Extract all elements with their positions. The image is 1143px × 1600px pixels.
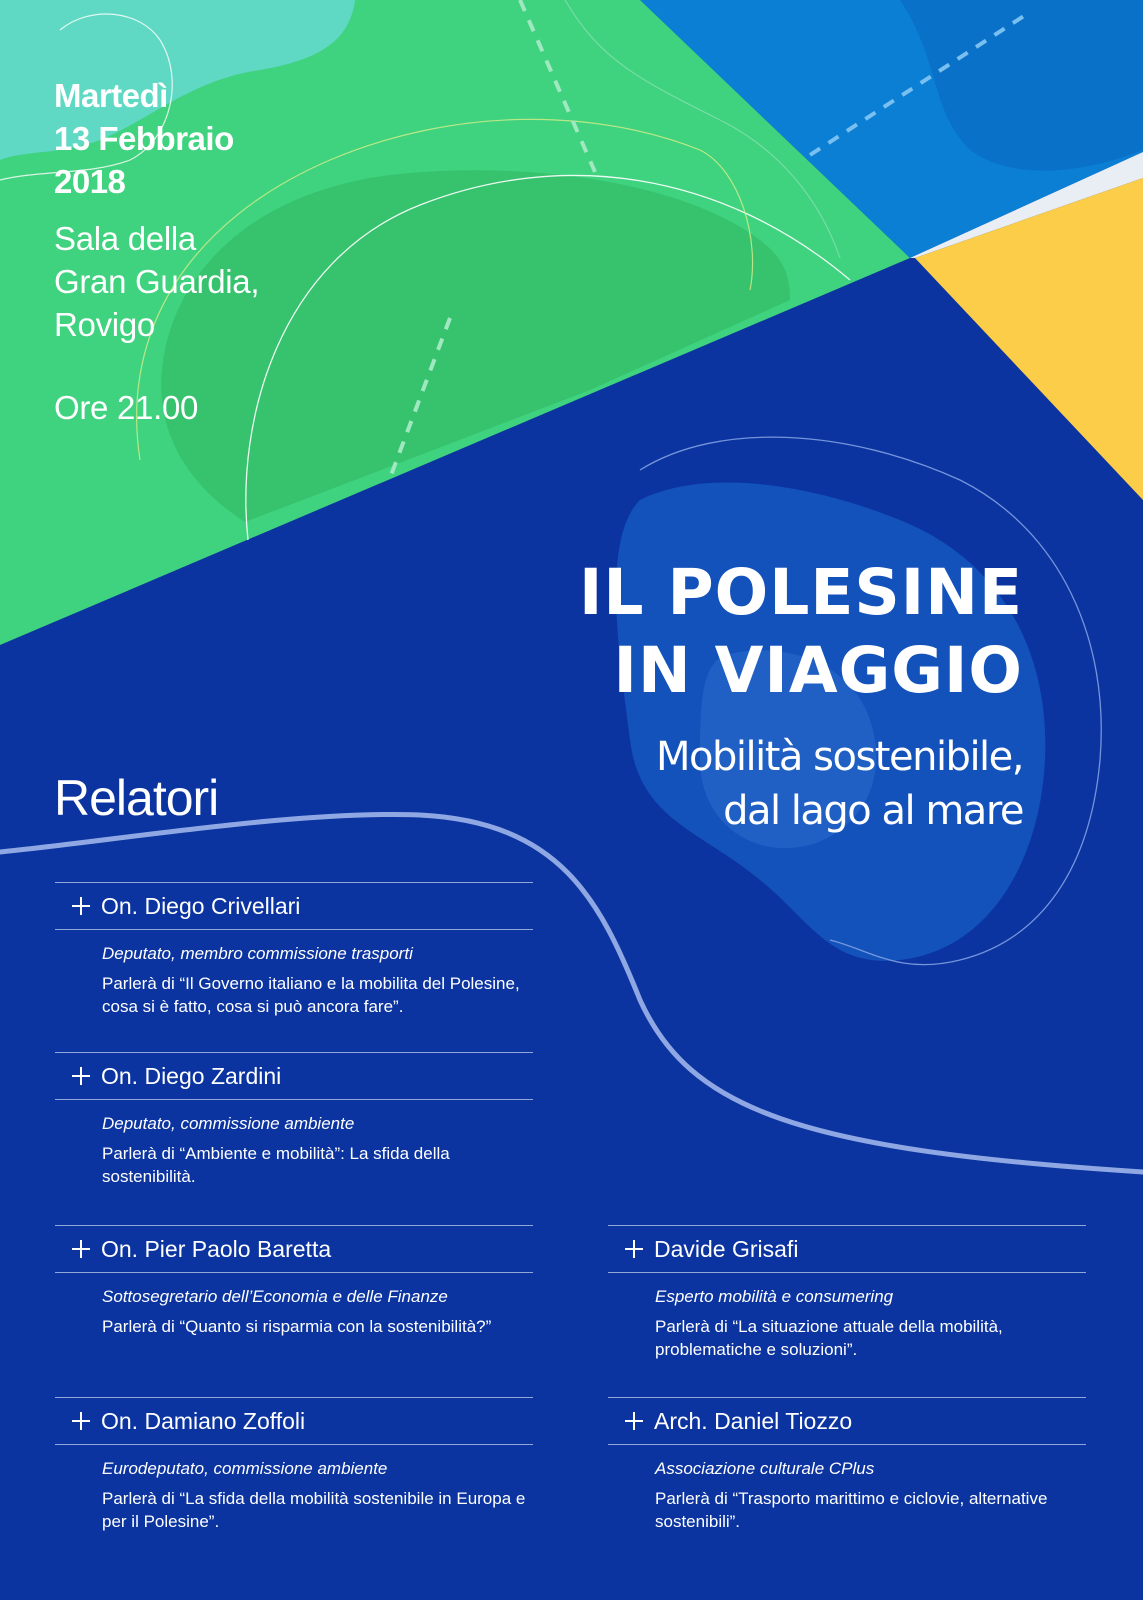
speaker-name: On. Damiano Zoffoli <box>101 1408 306 1434</box>
speaker-role: Eurodeputato, commissione ambiente <box>102 1459 388 1478</box>
speaker-talk: Parlerà di “Trasporto marittimo e ciclovie, alternative sostenibili”. <box>655 1489 1048 1531</box>
title-line-1: IL POLESINE <box>578 556 1023 629</box>
speaker-talk: Parlerà di “Il Governo italiano e la mobilita del Polesine, cosa si è fatto, cosa si può ancora fare”. <box>102 974 520 1016</box>
plus-icon <box>69 894 93 918</box>
subtitle-line-2: dal lago al mare <box>723 788 1023 834</box>
speaker-role: Deputato, commissione ambiente <box>102 1114 355 1133</box>
speakers-heading: Relatori <box>54 770 219 826</box>
speaker-talk: Parlerà di “La sfida della mobilità sostenibile in Europa e per il Polesine”. <box>102 1489 526 1531</box>
venue-line-2: Gran Guardia, <box>54 263 260 300</box>
speaker-header <box>55 1225 533 1273</box>
speaker-talk: Parlerà di “La situazione attuale della mobilità, problematiche e soluzioni”. <box>655 1317 1003 1359</box>
speaker-card <box>55 1052 533 1188</box>
plus-icon <box>69 1409 93 1433</box>
speaker-role: Esperto mobilità e consumering <box>655 1287 894 1306</box>
speaker-card <box>55 1225 533 1338</box>
speaker-header <box>608 1397 1086 1445</box>
speaker-name: On. Diego Crivellari <box>101 893 301 919</box>
event-time: Ore 21.00 <box>54 389 199 426</box>
event-date <box>54 74 434 203</box>
speaker-header <box>55 1052 533 1100</box>
speaker-role: Sottosegretario dell’Economia e delle Finanze <box>102 1287 448 1306</box>
speaker-role: Associazione culturale CPlus <box>655 1459 875 1478</box>
speaker-talk: Parlerà di “Quanto si risparmia con la sostenibilità?” <box>102 1317 492 1336</box>
venue-line-3: Rovigo <box>54 306 155 343</box>
event-weekday: Martedì <box>54 77 168 114</box>
speaker-header <box>608 1225 1086 1273</box>
speaker-header <box>55 1397 533 1445</box>
event-title <box>503 554 1023 838</box>
subtitle-line-1: Mobilità sostenibile, <box>656 734 1023 780</box>
speaker-card <box>608 1225 1086 1361</box>
speaker-card <box>55 882 533 1018</box>
venue-line-1: Sala della <box>54 220 196 257</box>
event-info <box>54 74 434 429</box>
plus-icon <box>622 1409 646 1433</box>
speaker-name: On. Pier Paolo Baretta <box>101 1236 332 1262</box>
event-year: 2018 <box>54 163 126 200</box>
speaker-name: Arch. Daniel Tiozzo <box>654 1408 853 1434</box>
plus-icon <box>69 1237 93 1261</box>
plus-icon <box>622 1237 646 1261</box>
speaker-name: Davide Grisafi <box>654 1236 799 1262</box>
speaker-name: On. Diego Zardini <box>101 1063 282 1089</box>
plus-icon <box>69 1064 93 1088</box>
event-venue <box>54 217 434 346</box>
event-subtitle <box>503 730 1023 838</box>
speaker-header <box>55 882 533 930</box>
title-line-2: IN VIAGGIO <box>613 634 1023 707</box>
speaker-card <box>55 1397 533 1533</box>
speaker-card <box>608 1397 1086 1533</box>
event-day-month: 13 Febbraio <box>54 120 234 157</box>
speaker-talk: Parlerà di “Ambiente e mobilità”: La sfida della sostenibilità. <box>102 1144 450 1186</box>
speaker-role: Deputato, membro commissione trasporti <box>102 944 413 963</box>
